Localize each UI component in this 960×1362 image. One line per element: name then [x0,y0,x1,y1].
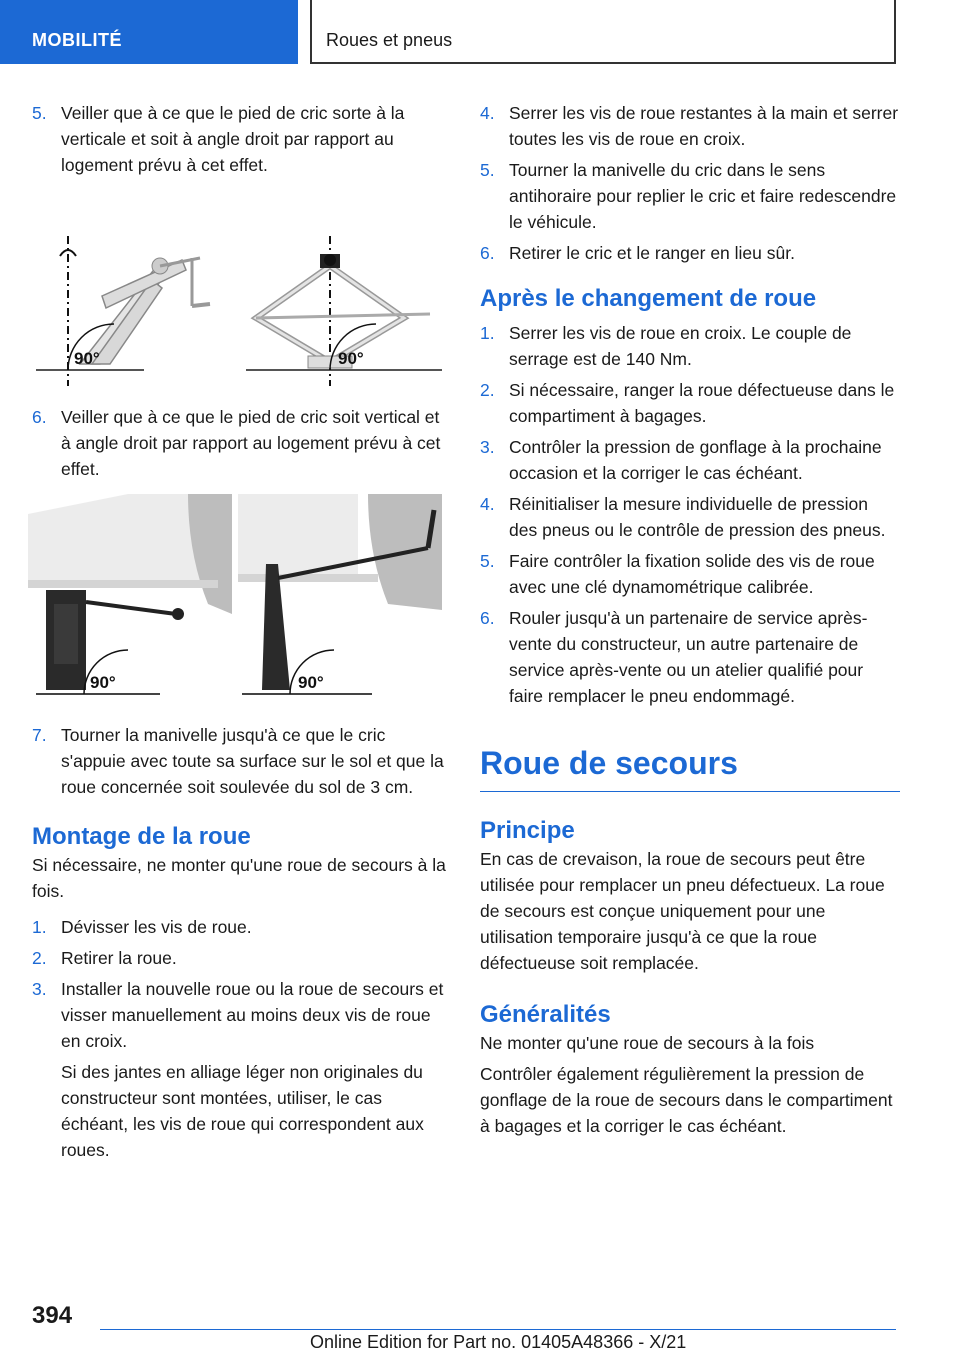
general-text-2: Contrôler également régulièrement la pression de gonflage de la roue de secours dans le compartiment à bagages et la corriger le cas échéant. [480,1064,893,1136]
step-text: Veiller que à ce que le pied de cric sorte à la verticale et soit à angle droit par rapport au logement prévu à cet effet. [61,103,405,175]
step-number: 1. [480,323,495,343]
step-5-left [32,100,448,178]
angle-label: 90° [298,673,324,692]
step-number: 6. [480,243,495,263]
right-column [480,100,900,1144]
step-number: 2. [480,380,495,400]
step-number: 4. [480,494,495,514]
section-tab [0,0,298,64]
topic-tab [310,0,896,64]
after-step [480,605,900,709]
step-7-left [32,722,448,800]
step-text: Réinitialiser la mesure individuelle de pression des pneus ou le contrôle de pression des pneus. [509,494,886,540]
section-title: MOBILITÉ [32,30,122,50]
step-4-right [480,100,900,152]
step-number: 5. [480,160,495,180]
jack-photo-left [28,494,232,700]
step-text: Installer la nouvelle roue ou la roue de secours et visser manuellement au moins deux vis de roue en croix. [61,979,444,1051]
mounting-intro: Si nécessaire, ne monter qu'une roue de secours à la fois. [32,855,446,901]
jack-side-view [36,236,210,386]
step-text: Retirer le cric et le ranger en lieu sûr. [509,243,795,263]
heading-principle: Principe [480,817,575,844]
heading-general: Généralités [480,1001,611,1028]
step-text: Faire contrôler la fixation solide des vis de roue avec une clé dynamométrique calibrée. [509,551,875,597]
heading-rule [480,791,900,792]
step-number: 6. [480,608,495,628]
step-text: Tourner la manivelle jusqu'à ce que le cric s'appuie avec toute sa surface sur le sol et que la roue concernée soit soulevée du sol de 3 cm. [61,725,444,797]
footer-rule [100,1329,896,1330]
page-number: 394 [32,1302,73,1329]
step-text: Serrer les vis de roue en croix. Le couple de serrage est de 140 Nm. [509,323,852,369]
jack-front-view [246,236,442,386]
after-step [480,548,900,600]
step-number: 3. [480,437,495,457]
heading-mounting: Montage de la roue [32,823,251,850]
step-number: 6. [32,407,47,427]
after-step [480,434,900,486]
heading-spare-wheel: Roue de secours [480,745,738,781]
after-change-steps [480,320,900,709]
step-text: Tourner la manivelle du cric dans le sens antihoraire pour replier le cric et faire redescendre le véhicule. [509,160,897,232]
step-text: Contrôler la pression de gonflage à la prochaine occasion et la corriger le cas échéant. [509,437,882,483]
step-text: Rouler jusqu'à un partenaire de service après-vente du constructeur, un autre partenaire de service après-vente ou un atelier qualifié pour faire remplacer le pneu endommagé. [509,608,868,706]
footer-edition: Online Edition for Part no. 01405A48366 - X/21 [310,1332,687,1352]
topic-title: Roues et pneus [326,30,453,50]
angle-label: 90° [338,349,364,368]
mounting-steps [32,914,448,1163]
jack-photo-right [238,494,442,700]
step-number: 3. [32,979,47,999]
left-column [32,100,448,1168]
step-text: Serrer les vis de roue restantes à la main et serrer toutes les vis de roue en croix. [509,103,899,149]
step-number: 5. [480,551,495,571]
after-step [480,491,900,543]
jack-photo-diagram [28,494,448,700]
general-text-1: Ne monter qu'une roue de secours à la fois [480,1033,815,1053]
angle-label: 90° [74,349,100,368]
step-number: 2. [32,948,47,968]
step-text: Si nécessaire, ranger la roue défectueuse dans le compartiment à bagages. [509,380,895,426]
step-number: 4. [480,103,495,123]
mounting-step [32,945,448,971]
step-6-left [32,404,448,482]
step-number: 5. [32,103,47,123]
step-6-right [480,240,900,266]
step-text: Retirer la roue. [61,948,177,968]
principle-text: En cas de crevaison, la roue de secours peut être utilisée pour remplacer un pneu défectueux. La roue de secours est conçue uniquement pour une utilisation temporaire jusqu'à ce que la roue défectueuse soit remplacée. [480,849,885,973]
step-text: Veiller que à ce que le pied de cric soit vertical et à angle droit par rapport au logement prévu à cet effet. [61,407,441,479]
step-number: 1. [32,917,47,937]
mounting-note: Si des jantes en alliage léger non originales du constructeur sont montées, utiliser, le cas échéant, les vis de roue qui correspondent aux roues. [61,1062,424,1160]
heading-after-change: Après le changement de roue [480,285,817,312]
mounting-step [32,976,448,1054]
step-number: 7. [32,725,47,745]
step-text: Dévisser les vis de roue. [61,917,252,937]
step-5-right [480,157,900,235]
angle-label: 90° [90,673,116,692]
after-step [480,320,900,372]
after-step [480,377,900,429]
jack-angle-diagram [32,236,448,388]
mounting-step [32,914,448,940]
